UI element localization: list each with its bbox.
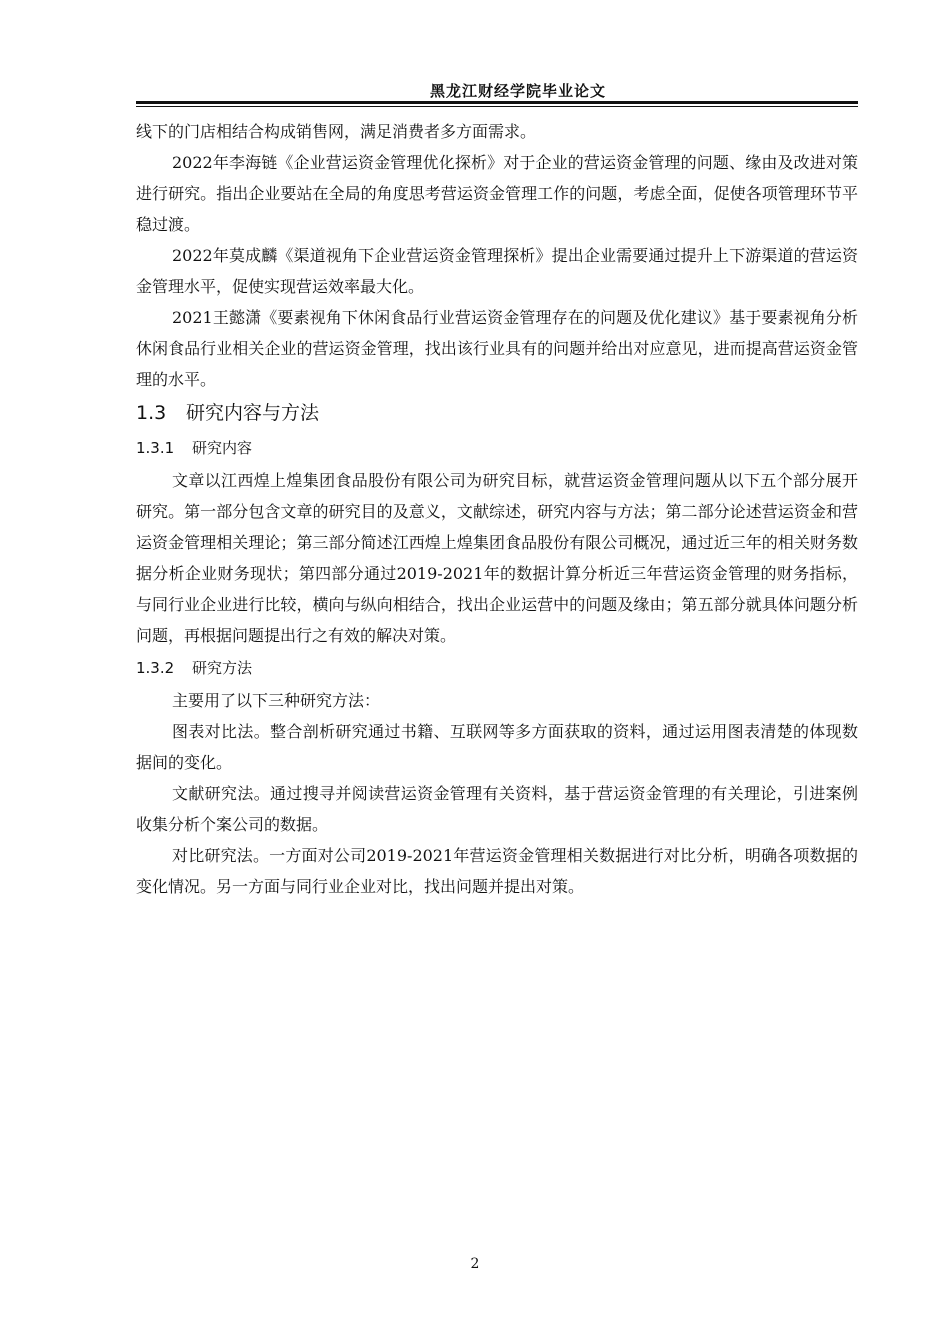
paragraph-li-hailian: 2022年李海链《企业营运资金管理优化探析》对于企业的营运资金管理的问题、缘由及改进对策进行研究。指出企业要站在全局的角度思考营运资金管理工作的问题，考虑全面，促使各项管理环节平稳过渡。 [136,153,858,234]
page-number: 2 [470,1256,480,1272]
paragraph-wang-yixiao: 2021王懿潇《要素视角下休闲食品行业营运资金管理存在的问题及优化建议》基于要素视角分析休闲食品行业相关企业的营运资金管理，找出该行业具有的问题并给出对应意见，进而提高营运资金管理的水平。 [136,308,858,389]
paragraph-methods-intro: 主要用了以下三种研究方法： [172,691,381,710]
paragraph-continued: 线下的门店相结合构成销售网，满足消费者多方面需求。 [136,122,537,141]
paragraph-comparative-research: 对比研究法。一方面对公司2019-2021年营运资金管理相关数据进行对比分析，明确各项数据的变化情况。另一方面与同行业企业对比，找出问题并提出对策。 [136,846,858,896]
paragraph-chart-comparison: 图表对比法。整合剖析研究通过书籍、互联网等多方面获取的资料，通过运用图表清楚的体现数据间的变化。 [136,722,858,772]
subsection-heading-1-3-2 [136,651,858,685]
paragraph-research-content: 文章以江西煌上煌集团食品股份有限公司为研究目标，就营运资金管理问题从以下五个部分展开研究。第一部分包含文章的研究目的及意义，文献综述，研究内容与方法；第二部分论述营运资金和营运资金管理相关理论；第三部分简述江西煌上煌集团食品股份有限公司概况，通过近三年的相关财务数据分析企业财务现状；第四部分通过2019-2021年的数据计算分析近三年营运资金管理的财务指标，与同行业企业进行比较，横向与纵向相结合，找出企业运营中的问题及缘由；第五部分就具体问题分析问题，再根据问题提出行之有效的解决对策。 [136,471,858,645]
subsection-number: 1.3.2 [136,659,175,677]
paragraph-mo-chenglin: 2022年莫成麟《渠道视角下企业营运资金管理探析》提出企业需要通过提升上下游渠道的营运资金管理水平，促使实现营运效率最大化。 [136,246,858,296]
subsection-title: 研究方法 [192,659,253,677]
subsection-title: 研究内容 [192,439,253,457]
subsection-heading-1-3-1 [136,431,858,465]
paragraph-literature-research: 文献研究法。通过搜寻并阅读营运资金管理有关资料，基于营运资金管理的有关理论，引进案例收集分析个案公司的数据。 [136,784,858,834]
subsection-number: 1.3.1 [136,439,175,457]
running-header-title: 黑龙江财经学院毕业论文 [429,82,606,100]
body-content [136,116,858,902]
header-rule-thick [136,101,858,104]
section-title: 研究内容与方法 [186,402,320,424]
header-rule-thin [136,106,858,107]
section-number: 1.3 [136,402,167,424]
section-heading-1-3 [136,395,858,431]
